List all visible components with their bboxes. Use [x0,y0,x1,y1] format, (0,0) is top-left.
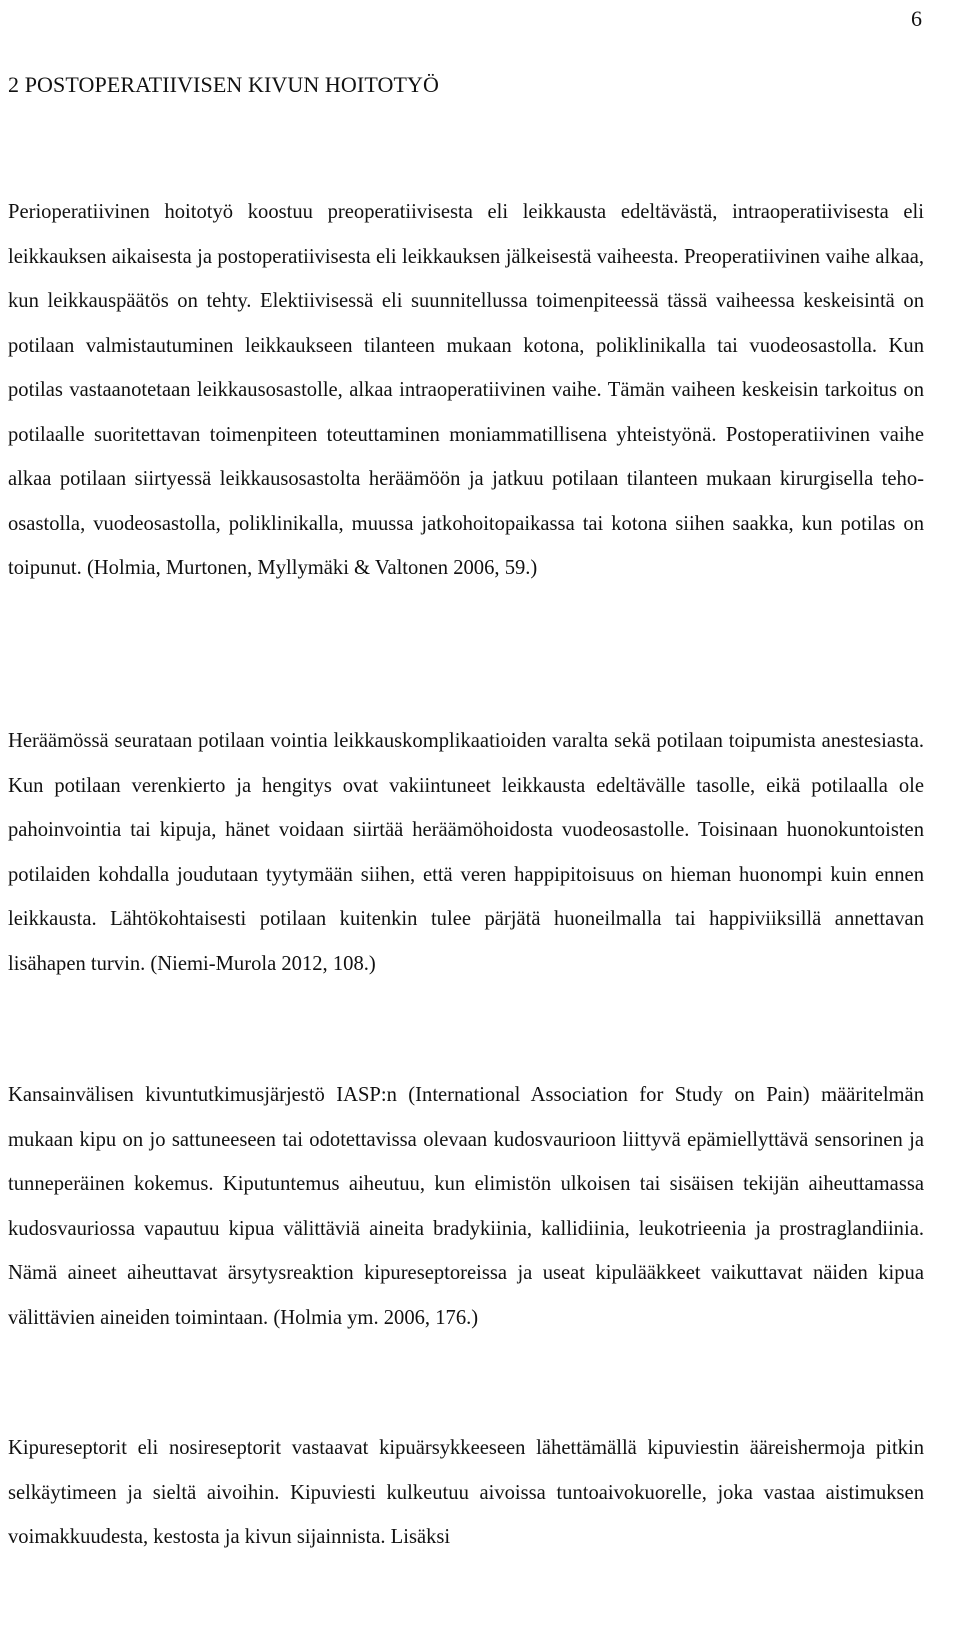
paragraph-pain-definition: Kansainvälisen kivuntutkimusjärjestö IASP:n (International Association for Study on Pain) määritelmän mukaan kipu on jo sattuneeseen tai odotettavissa olevaan kudosvaurioon liittyvä epämiellyttävä sensorinen ja tunneperäinen kokemus. Kiputuntemus aiheutuu, kun elimistön ulkoisen tai sisäisen tekijän aiheuttamassa kudosvauriossa vapautuu kipua välittäviä aineita bradykiinia, kallidiinia, leukotrieenia ja prostraglandiinia. Nämä aineet aiheuttavat ärsytysreaktion kipureseptoreissa ja useat kipulääkkeet vaikuttavat näiden kipua välittävien aineiden toimintaan. (Holmia ym. 2006, 176.) [8,1084,924,1329]
paragraph-perioperative: Perioperatiivinen hoitotyö koostuu preoperatiivisesta eli leikkausta edeltävästä, intraoperatiivisesta eli leikkauksen aikaisesta ja postoperatiivisesta eli leikkauksen jälkeisestä vaiheesta. Preoperatiivinen vaihe alkaa, kun leikkauspäätös on tehty. Elektiivisessä eli suunnitellussa toimenpiteessä tässä vaiheessa keskeisintä on potilaan valmistautuminen leikkaukseen tilanteen mukaan kotona, poliklinikalla tai vuodeosastolla. Kun potilas vastaanotetaan leikkausosastolle, alkaa intraoperatiivinen vaihe. Tämän vaiheen keskeisin tarkoitus on potilaalle suoritettavan toimenpiteen toteuttaminen moniammatillisena yhteistyönä. Postoperatiivinen vaihe alkaa potilaan siirtyessä leikkausosastolta heräämöön ja jatkuu potilaan tilanteen mukaan kirurgisella teho-osastolla, vuodeosastolla, poliklinikalla, muussa jatkohoitopaikassa tai kotona siihen saakka, kun potilas on toipunut. (Holmia, Murtonen, Myllymäki & Valtonen 2006, 59.) [8,201,924,579]
section-heading: 2 POSTOPERATIIVISEN KIVUN HOITOTYÖ [8,72,439,97]
page-number: 6 [911,6,922,31]
paragraph-pain-receptors: Kipureseptorit eli nosireseptorit vastaavat kipuärsykkeeseen lähettämällä kipuviestin ääreishermoja pitkin selkäytimeen ja sieltä aivoihin. Kipuviesti kulkeutuu aivoissa tuntoaivokuorelle, joka vastaa aistimuksen voimakkuudesta, kestosta ja kivun sijainnista. Lisäksi [8,1437,924,1548]
paragraph-recovery-room: Heräämössä seurataan potilaan vointia leikkauskomplikaatioiden varalta sekä potilaan toipumista anestesiasta. Kun potilaan verenkierto ja hengitys ovat vakiintuneet leikkausta edeltävälle tasolle, eikä potilaalla ole pahoinvointia tai kipuja, hänet voidaan siirtää heräämöhoidosta vuodeosastolle. Toisinaan huonokuntoisten potilaiden kohdalla joudutaan tyytymään siihen, että veren happipitoisuus on hieman huonompi kuin ennen leikkausta. Lähtökohtaisesti potilaan kuitenkin tulee pärjätä huoneilmalla tai happiviiksillä annettavan lisähapen turvin. (Niemi-Murola 2012, 108.) [8,730,924,975]
